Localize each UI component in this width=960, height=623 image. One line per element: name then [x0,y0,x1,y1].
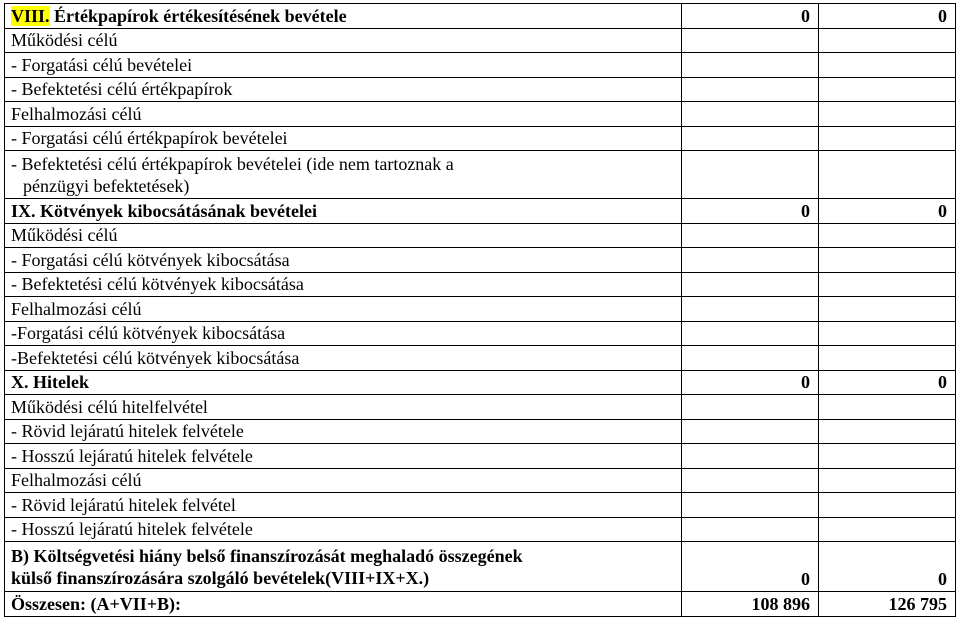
row-label [5,542,682,592]
table-row [5,272,956,297]
table-row [5,248,956,273]
row-label: Működési célú hitelfelvétel [5,395,682,420]
row-label-line-2: pénzügyi befektetések) [23,175,190,196]
value-col-2: 0 [819,199,956,224]
table-row [5,126,956,151]
row-label-line-1: - Befektetési célú értékpapírok bevételei (ide nem tartoznak a [11,153,454,174]
value-col-2 [819,102,956,127]
table-row [5,53,956,78]
value-col-1 [682,77,819,102]
table-row [5,468,956,493]
value-col-2: 126 795 [819,592,956,617]
table-row [5,321,956,346]
row-label: - Rövid lejáratú hitelek felvétele [5,419,682,444]
value-col-2 [819,77,956,102]
table-row [5,151,956,199]
value-col-1: 0 [682,542,819,592]
value-col-1 [682,223,819,248]
table-row [5,28,956,53]
value-col-2 [819,272,956,297]
value-col-1 [682,53,819,78]
value-col-2 [819,223,956,248]
value-col-1 [682,346,819,371]
value-col-1: 0 [682,370,819,395]
row-label-line-1: B) Költségvetési hiány belső finanszírozását meghaladó összegének [11,545,523,566]
value-col-1: 108 896 [682,592,819,617]
row-label: - Forgatási célú kötvények kibocsátása [5,248,682,273]
value-col-2 [819,419,956,444]
table-row [5,493,956,518]
value-col-1 [682,517,819,542]
value-col-2 [819,53,956,78]
table-row [5,419,956,444]
value-col-1 [682,493,819,518]
table-row [5,395,956,420]
table-row [5,370,956,395]
value-col-2 [819,517,956,542]
value-col-1 [682,102,819,127]
table-row [5,102,956,127]
value-col-2 [819,321,956,346]
value-col-2 [819,248,956,273]
table-row [5,542,956,592]
row-label: - Rövid lejáratú hitelek felvétel [5,493,682,518]
value-col-2 [819,444,956,469]
row-label: Összesen: (A+VII+B): [5,592,682,617]
table-row [5,4,956,29]
value-col-1 [682,444,819,469]
row-label: IX. Kötvények kibocsátásának bevételei [5,199,682,224]
row-label [5,151,682,199]
row-label: Felhalmozási célú [5,468,682,493]
row-label: Működési célú [5,223,682,248]
value-col-2 [819,468,956,493]
value-col-2: 0 [819,370,956,395]
row-label: Felhalmozási célú [5,102,682,127]
value-col-1 [682,248,819,273]
value-col-1: 0 [682,199,819,224]
row-label: Felhalmozási célú [5,297,682,322]
value-col-2 [819,395,956,420]
value-col-1 [682,126,819,151]
value-col-2: 0 [819,4,956,29]
row-label: - Forgatási célú bevételei [5,53,682,78]
value-col-1 [682,28,819,53]
table-row [5,346,956,371]
value-col-2 [819,297,956,322]
value-col-2 [819,493,956,518]
row-label: -Befektetési célú kötvények kibocsátása [5,346,682,371]
value-col-2 [819,346,956,371]
row-label: - Hosszú lejáratú hitelek felvétele [5,517,682,542]
value-col-1 [682,468,819,493]
revenue-table [4,3,956,617]
row-label: - Befektetési célú kötvények kibocsátása [5,272,682,297]
value-col-1 [682,272,819,297]
table-row [5,444,956,469]
value-col-1: 0 [682,4,819,29]
value-col-1 [682,321,819,346]
value-col-1 [682,395,819,420]
highlighted-text: VIII. [11,5,50,26]
table-row [5,199,956,224]
value-col-2: 0 [819,542,956,592]
row-label-line-2: külső finanszírozására szolgáló bevételek(VIII+IX+X.) [11,567,430,588]
value-col-1 [682,297,819,322]
value-col-2 [819,126,956,151]
row-label: - Forgatási célú értékpapírok bevételei [5,126,682,151]
table-row [5,223,956,248]
row-label: - Befektetési célú értékpapírok [5,77,682,102]
row-label: - Hosszú lejáratú hitelek felvétele [5,444,682,469]
value-col-1 [682,151,819,199]
report-table-container [4,3,956,617]
row-label: X. Hitelek [5,370,682,395]
table-row [5,297,956,322]
table-row-total [5,592,956,617]
row-label: Működési célú [5,28,682,53]
value-col-2 [819,151,956,199]
row-label: VIII. Értékpapírok értékesítésének bevétele [5,4,682,29]
value-col-1 [682,419,819,444]
table-row [5,517,956,542]
row-label: -Forgatási célú kötvények kibocsátása [5,321,682,346]
table-row [5,77,956,102]
value-col-2 [819,28,956,53]
